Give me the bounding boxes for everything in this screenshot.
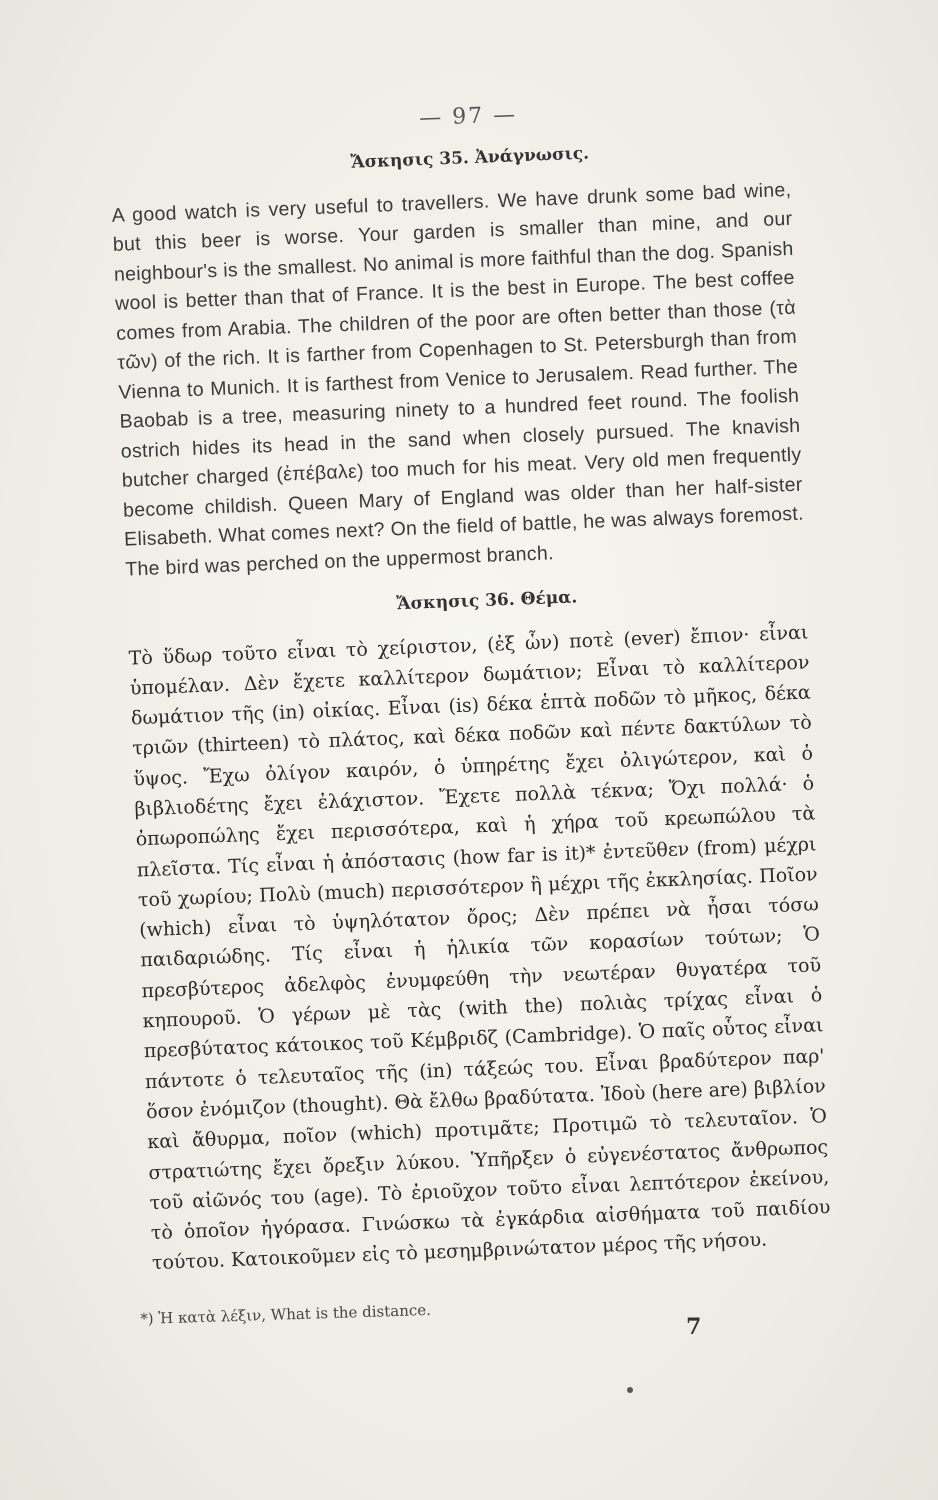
page-content — [108, 92, 833, 1298]
exercise-36-paragraph: Τὸ ὕδωρ τοῦτο εἶναι τὸ χείριστον, (ἐξ ὧν) ποτὲ (ever) ἔπιον· εἶναι ὑπομέλαν. Δὲν ἔχετε καλλίτερον δωμάτιον; Εἶναι τὸ καλλίτερον δωμάτιον τῆς (in) οἰκίας. Εἶναι (is) δέκα ἑπτὰ ποδῶν τὸ μῆκος, δέκα τριῶν (thirteen) τὸ πλάτος, καὶ δέκα ποδῶν καὶ πέντε δακτύλων τὸ ὕψος. Ἔχω ὀλίγον καιρόν, ὁ ὑπηρέτης ἔχει ὀλιγώτερον, καὶ ὁ βιβλιοδέτης ἔχει ἐλάχιστον. Ἔχετε πολλὰ τέκνα; Ὄχι πολλά· ὁ ὀπωροπώλης ἔχει περισσότερα, καὶ ἡ χήρα τοῦ κρεωπώλου τὰ πλεῖστα. Τίς εἶναι ἡ ἀπόστασις (how far is it)* ἐντεῦθεν (from) μέχρι τοῦ χωρίου; Πολὺ (much) περισσότερον ἢ μέχρι τῆς ἐκκλησίας. Ποῖον (which) εἶναι τὸ ὑψηλότατον ὄρος; Δὲν πρέπει νὰ ἦσαι τόσω παιδαριώδης. Τίς εἶναι ἡ ἡλικία τῶν κορασίων τούτων; Ὁ πρεσβύτερος ἀδελφὸς ἐνυμφεύθη τὴν νεωτέραν θυγατέρα τοῦ κηπουροῦ. Ὁ γέρων μὲ τὰς (with the) πολιὰς τρίχας εἶναι ὁ πρεσβύτατος κάτοικος τοῦ Κέμβριδζ (Cambridge). Ὁ παῖς οὗτος εἶναι πάντοτε ὁ τελευταῖος τῆς (in) τάξεώς του. Εἶναι βραδύτερον παρ' ὅσον ἐνόμιζον (thought). Θὰ ἔλθω βραδύτατα. Ἰδοὺ (here are) βιβλίον καὶ ἄθυρμα, ποῖον (which) προτιμᾶτε; Προτιμῶ τὸ τελευταῖον. Ὁ στρατιώτης ἔχει ὄρεξιν λύκου. Ὑπῆρξεν ὁ εὐγενέστατος ἄνθρωπος τοῦ αἰῶνός του (age). Τὸ ἐριοῦχον τοῦτο εἶναι λεπτότερον ἐκείνου, τὸ ὁποῖον ἠγόρασα. Γινώσκω τὰ ἐγκάρδια αἰσθήματα τοῦ παιδίου τούτου. Κατοικοῦμεν εἰς τὸ μεσημβρινώτατον μέρος τῆς νήσου. — [128, 621, 831, 1275]
exercise-36-heading: Ἄσκησις 36. Θέμα. — [396, 586, 578, 614]
signature-mark: 7 — [686, 1314, 702, 1340]
page-number: — 97 — — [418, 102, 518, 132]
footnote: *) Ἡ κατὰ λέξιν, What is the distance. — [140, 1300, 432, 1328]
exercise-35-heading: Ἄσκησις 35. Ἀνάγνωσις. — [350, 143, 590, 173]
ink-speck — [627, 1387, 633, 1393]
exercise-35-paragraph: A good watch is very useful to travellers. We have drunk some bad wine, but this beer is worse. Your garden is smaller than mine, and our neighbour's is the smallest. No animal is more faithful than the dog. Spanish wool is better than that of France. It is the best in Europe. The best coffee comes from Arabia. The children of the poor are often better than those (τὰ τῶν) of the rich. It is farther from Copenhagen to St. Petersburgh than from Vienna to Munich. It is farthest from Venice to Jerusalem. Read further. The Baobab is a tree, measuring ninety to a hundred feet round. The foolish ostrich hides its head in the sand when closely pursued. The knavish butcher charged (ἐπέβαλε) too much for his meat. Very old men frequently become childish. Queen Mary of England was older than her half-sister Elisabeth. What comes next? On the field of battle, he was always foremost. The bird was perched on the uppermost branch. — [111, 178, 805, 581]
